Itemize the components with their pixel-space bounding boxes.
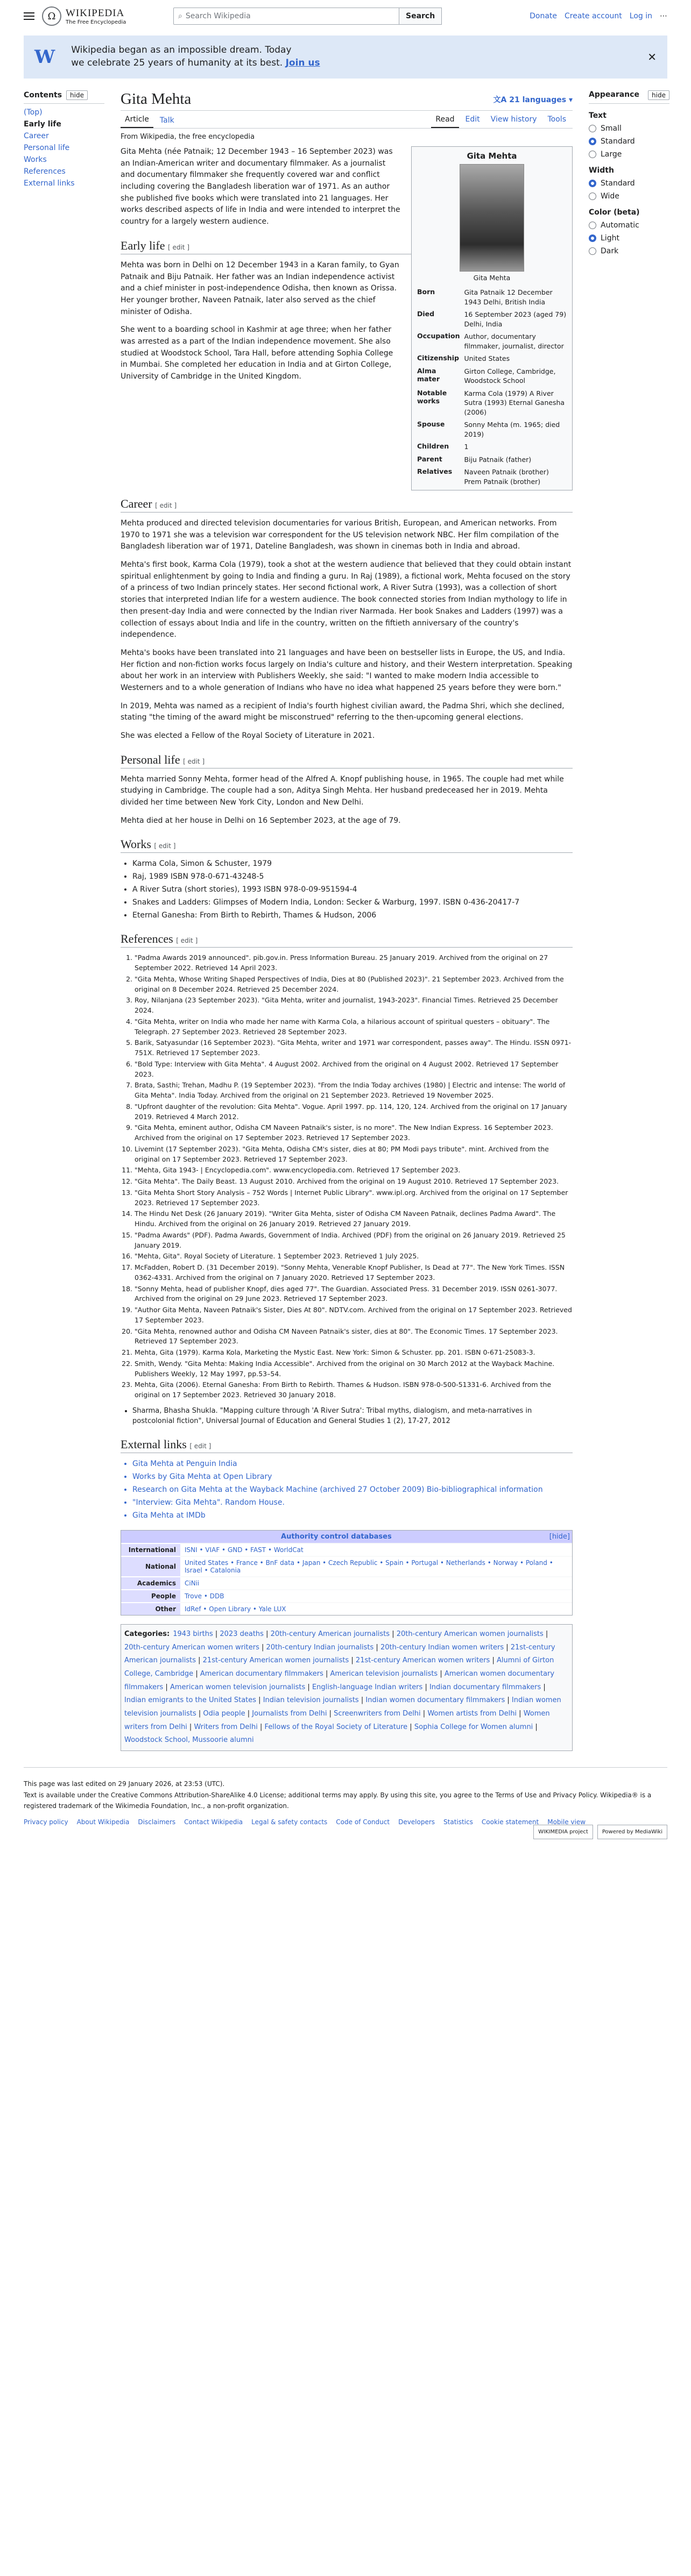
toc-item[interactable]: Career — [24, 132, 49, 140]
external-link[interactable]: • Works by Gita Mehta at Open Library — [132, 1471, 573, 1483]
page-title: Gita Mehta 文A 21 languages ▾ — [121, 90, 573, 108]
category-link[interactable]: 20th-century American journalists — [270, 1629, 390, 1638]
category-separator: | — [358, 1696, 366, 1705]
wikimedia-badge[interactable]: WIKIMEDIA project — [533, 1825, 593, 1839]
infobox-label: Parent — [417, 454, 442, 463]
footer-link[interactable]: Mobile view — [547, 1818, 586, 1826]
category-link[interactable]: Woodstock School, Mussoorie alumni — [124, 1736, 254, 1745]
infobox-value: Girton College, Cambridge, Woodstock School — [464, 367, 556, 385]
career-paragraph: Mehta produced and directed television documentaries for various British, European, and American networks. From 1970 to 1971 she was a television war correspondent for the US television network NBC. Her film compilation of the Bangladesh liberation war of 1971, Dateline Bangladesh, was shown in cinemas both in India and abroad. — [121, 519, 559, 551]
tab-article[interactable]: Article — [121, 115, 153, 128]
toc-item[interactable]: External links — [24, 179, 75, 188]
infobox-row — [415, 418, 569, 440]
authority-links[interactable]: Trove • DDB — [180, 1590, 572, 1603]
category-link[interactable]: Indian women television journalists — [124, 1696, 561, 1718]
category-link[interactable]: American women television journalists — [170, 1683, 306, 1691]
category-separator: | — [349, 1656, 356, 1665]
footer-link[interactable]: Cookie statement — [481, 1818, 539, 1826]
external-link[interactable]: • Gita Mehta at IMDb — [132, 1510, 573, 1521]
edit-link[interactable]: [ edit ] — [155, 502, 177, 509]
infobox-value: Biju Patnaik (father) — [464, 455, 532, 464]
infobox-row — [415, 387, 569, 419]
personal-paragraph: Mehta married Sonny Mehta, former head of the Alfred A. Knopf publishing house, in 1965. The couple had met while studying in Cambridge. The couple had a son, Aditya Singh Mehta. Her husband predeceased her in 2019. Mehta divided her time between New York City, London and New Delhi. — [121, 774, 564, 807]
external-link[interactable]: • Research on Gita Mehta at the Wayback Machine (archived 27 October 2009) Bio-bibliographical information — [132, 1484, 573, 1496]
appearance-option[interactable] — [589, 234, 669, 243]
category-separator: | — [213, 1629, 220, 1638]
last-edited: This page was last edited on 29 January 2026, at 23:53 (UTC). — [24, 1780, 225, 1788]
authority-hide-button[interactable]: [hide] — [549, 1532, 570, 1541]
infobox-title: Gita Mehta — [467, 151, 517, 161]
edit-link[interactable]: [ edit ] — [167, 243, 189, 251]
appearance-panel: Appearance hide Text Small Standard Large Width Standard Wide Color (beta) Automatic Light Dark — [589, 90, 669, 1767]
tab-edit[interactable]: Edit — [465, 115, 480, 124]
works-item: • Karma Cola, Simon & Schuster, 1979 — [132, 858, 573, 870]
footer-link[interactable]: Statistics — [443, 1818, 473, 1826]
category-separator: | — [390, 1629, 397, 1638]
authority-label: People — [121, 1590, 180, 1603]
lead-paragraph: Gita Mehta (née Patnaik; 12 December 1943 – 16 September 2023) was an Indian-American writer and documentary filmmaker. As a journalist and documentary filmmaker she frequently covered war and conflict including covering the Bangladesh liberation war of 1971. As an author she published five books which were translated into 21 languages. Her works described aspects of life in India and were intended to interpret the country for a largely western audience. — [121, 147, 400, 226]
footer-link[interactable]: Developers — [398, 1818, 435, 1826]
from-wikipedia-note: From Wikipedia, the free encyclopedia — [121, 133, 255, 141]
category-link[interactable]: 21st-century American journalists — [124, 1643, 555, 1665]
authority-control-box: Authority control databases [hide] International ISNI • VIAF • GND • FAST • WorldCat National United States • France • BnF data • Japan • Czech Republic • Spain • Portugal • Netherlands • Norway • Poland • Israel • Catalonia Academics CiNii People Trove • DDB Other IdRef • Open Library • Yale LUX — [121, 1530, 573, 1616]
categories-label[interactable]: Categories: — [124, 1629, 170, 1638]
reference-item: 4. "Gita Mehta, writer on India who made her name with Karma Cola, a hilarious account of spiritual questers – obituary". The Telegraph. 27 September 2023. Retrieved 28 September 2023. — [135, 1017, 573, 1037]
tab-talk[interactable]: Talk — [159, 116, 174, 125]
anniversary-banner — [24, 35, 667, 79]
appearance-option[interactable] — [589, 137, 669, 146]
early-paragraph: She went to a boarding school in Kashmir at age three; when her father was arrested as a part of the Indian independence movement. She also studied at Woodstock School, Tara Hall, before attending Sophia College in Mumbai. She completed her education in India and at Girton College, University of Cambridge in the United Kingdom. — [121, 325, 393, 381]
infobox-value: 1 — [464, 443, 469, 451]
search-input[interactable]: ⌕ Search Wikipedia — [173, 8, 399, 25]
category-separator: | — [187, 1723, 194, 1731]
authority-links[interactable]: CiNii — [180, 1577, 572, 1590]
toc-item[interactable]: Personal life — [24, 144, 70, 152]
option-label: Large — [601, 150, 622, 159]
site-header — [0, 0, 691, 32]
further-reading-item: • Sharma, Bhasha Shukla. "Mapping culture through 'A River Sutra': Tribal myths, dialogism, and meta-narratives in postcolonial fiction", Universal Journal of Education and General Studies 1 (2), 17-27, 2012 — [132, 1406, 573, 1427]
personal-paragraph: Mehta died at her house in Delhi on 16 September 2023, at the age of 79. — [121, 816, 401, 825]
appearance-hide-button[interactable]: hide — [648, 90, 669, 100]
banner-message: Wikipedia began as an impossible dream. Today we celebrate 25 years of humanity at its best. Join us — [71, 45, 320, 68]
category-separator: | — [327, 1710, 334, 1718]
reference-item: 22. Smith, Wendy. "Gita Mehta: Making India Accessible". Archived from the original on 30 March 2012 at the Wayback Machine. Publishers Weekly, 12 May 1997, pp.53–54. — [135, 1359, 573, 1379]
category-separator: | — [543, 1629, 548, 1638]
option-label: Standard — [601, 137, 635, 146]
category-separator: | — [196, 1710, 203, 1718]
article-content — [121, 90, 573, 1767]
category-separator: | — [541, 1683, 546, 1691]
infobox-value: Karma Cola (1979) A River Sutra (1993) Eternal Ganesha (2006) — [464, 389, 565, 416]
reference-item: 15. "Padma Awards" (PDF). Padma Awards, Government of India. Archived (PDF) from the original on 26 January 2019. Retrieved 25 January 2019. — [135, 1230, 573, 1251]
appearance-option[interactable] — [589, 124, 669, 133]
category-separator: | — [422, 1683, 429, 1691]
reference-item: 21. Mehta, Gita (1979). Karma Kola, Marketing the Mystic East. New York: Simon & Schuster. pp. 201. ISBN 0-671-25083-3. — [135, 1348, 573, 1358]
user-links — [530, 12, 667, 20]
category-link[interactable]: Indian television journalists — [263, 1696, 359, 1705]
footer-link[interactable]: Legal & safety contacts — [251, 1818, 328, 1826]
authority-links[interactable]: United States • France • BnF data • Japan • Czech Republic • Spain • Portugal • Netherlands • Norway • Poland • Israel • Catalonia — [180, 1556, 572, 1577]
radio-button[interactable] — [589, 125, 596, 132]
footer-link[interactable]: Code of Conduct — [336, 1818, 390, 1826]
infobox-label: Occupation — [417, 332, 460, 340]
category-link[interactable]: Sophia College for Women alumni — [414, 1723, 533, 1731]
menu-icon[interactable] — [24, 12, 34, 20]
category-separator: | — [259, 1643, 266, 1652]
category-separator: | — [323, 1670, 330, 1678]
wikipedia-logo[interactable] — [42, 6, 166, 26]
category-separator: | — [490, 1656, 497, 1665]
radio-button[interactable] — [589, 193, 596, 200]
authority-label: International — [121, 1543, 180, 1556]
appearance-option[interactable] — [589, 150, 669, 159]
table-of-contents: Contents hide (Top) Early life Career Personal life Works References External links — [24, 90, 104, 1767]
authority-links[interactable]: IdRef • Open Library • Yale LUX — [180, 1603, 572, 1615]
infobox-label: Born — [417, 288, 435, 296]
search-form — [173, 8, 442, 25]
heading-career: Career [ edit ] — [121, 497, 573, 513]
category-separator: | — [505, 1696, 512, 1705]
category-separator: | — [420, 1710, 428, 1718]
authority-row — [121, 1556, 572, 1577]
category-link[interactable]: 2023 deaths — [220, 1629, 264, 1638]
option-label: Standard — [601, 179, 635, 188]
works-item: • A River Sutra (short stories), 1993 ISBN 978-0-09-951594-4 — [132, 884, 573, 895]
infobox-label: Children — [417, 442, 449, 450]
reference-item: 12. "Gita Mehta". The Daily Beast. 13 August 2010. Archived from the original on 19 August 2010. Retrieved 17 September 2023. — [135, 1177, 573, 1187]
reference-item: 17. McFadden, Robert D. (31 December 2019). "Sonny Mehta, Venerable Knopf Publisher, Is Dead at 77". The New York Times. ISSN 0362-4331. Archived from the original on 7 January 2020. Retrieved 17 September 2023. — [135, 1263, 573, 1283]
wikipedia-25-logo: W — [34, 46, 55, 68]
category-link[interactable]: American women documentary filmmakers — [124, 1670, 555, 1691]
reference-item: 7. Brata, Sasthi; Trehan, Madhu P. (19 September 2023). "From the India Today archives (1980) | Electric and intense: The world of Gita Mehta". India Today. Archived from the original on 21 September 2023. Retrieved 19 November 2025. — [135, 1080, 573, 1101]
reference-item: 23. Mehta, Gita (2006). Eternal Ganesha: From Birth to Rebirth. Thames & Hudson. ISBN 978-0-500-51331-6. Archived from the original on 17 September 2023. Retrieved 30 January 2018. — [135, 1380, 573, 1400]
infobox-row — [415, 330, 569, 352]
option-label: Light — [601, 234, 619, 243]
reference-item: 18. "Sonny Mehta, head of publisher Knopf, dies aged 77". The Guardian. Associated Press. 31 December 2019. ISSN 0261-3077. Archived from the original on 29 June 2023. Retrieved 17 September 2023. — [135, 1284, 573, 1305]
login-link[interactable]: Log in — [629, 12, 652, 20]
portrait-image[interactable] — [460, 164, 524, 272]
category-link[interactable]: 21st-century American women writers — [355, 1656, 490, 1665]
early-paragraph: Mehta was born in Delhi on 12 December 1943 in a Karan family, to Gyan Patnaik and Biju Patnaik. Her father was an Indian independence activist and a chief minister in post-independence Odisha, then known as Orissa. Her younger brother, Naveen Patnaik, later also served as the chief minister of Odisha. — [121, 260, 399, 316]
page-tabs — [121, 110, 573, 129]
infobox-label: Alma mater — [417, 366, 440, 383]
career-paragraph: She was elected a Fellow of the Royal Society of Literature in 2021. — [121, 731, 375, 740]
infobox-label: Spouse — [417, 420, 445, 428]
category-link[interactable]: 20th-century Indian journalists — [266, 1643, 374, 1652]
infobox-value: Naveen Patnaik (brother) Prem Patnaik (brother) — [464, 468, 549, 486]
category-separator: | — [196, 1656, 203, 1665]
category-link[interactable]: Indian emigrants to the United States — [124, 1696, 257, 1705]
works-item: • Snakes and Ladders: Glimpses of Modern India, London: Secker & Warburg, 1997. ISBN 0-436-20417-7 — [132, 897, 573, 908]
category-separator: | — [263, 1629, 271, 1638]
career-paragraph: Mehta's books have been translated into 21 languages and have been on bestseller lists in Europe, the US, and India. Her fiction and non-fiction works focus largely on India's culture and history, and their Western interpretation. Speaking about her work in an interview with Publishers Weekly, she said: "I wanted to make modern India accessible to Westerners and to a whole generation of Indians who have no idea what happened 25 years before they were born." — [121, 648, 573, 692]
toc-item[interactable]: Works — [24, 155, 47, 164]
reference-item: 5. Barik, Satyasundar (16 September 2023). "Gita Mehta, writer and 1971 war correspondent, passes away". The Hindu. ISSN 0971-751X. Retrieved 17 September 2023. — [135, 1038, 573, 1058]
heading-personal-life: Personal life [ edit ] — [121, 753, 573, 768]
reference-item: 1. "Padma Awards 2019 announced". pib.gov.in. Press Information Bureau. 25 January 2019. Archived from the original on 27 September 2022. Retrieved 14 April 2023. — [135, 953, 573, 973]
join-us-link[interactable]: Join us — [285, 58, 320, 68]
category-link[interactable]: 20th-century American women journalists — [396, 1629, 544, 1638]
reference-item: 16. "Mehta, Gita". Royal Society of Literature. 1 September 2023. Retrieved 1 July 2025. — [135, 1251, 573, 1262]
footer-link[interactable]: About Wikipedia — [76, 1818, 130, 1826]
infobox-caption: Gita Mehta — [473, 274, 511, 282]
infobox-label: Relatives — [417, 467, 453, 475]
tab-history[interactable]: View history — [490, 115, 537, 124]
category-link[interactable]: Journalists from Delhi — [252, 1710, 327, 1718]
category-link[interactable]: Odia people — [203, 1710, 245, 1718]
logo-subtitle: The Free Encyclopedia — [66, 19, 126, 25]
authority-label: Other — [121, 1603, 180, 1615]
appearance-option[interactable] — [589, 247, 669, 255]
category-link[interactable]: Indian documentary filmmakers — [429, 1683, 541, 1691]
toc-item[interactable]: References — [24, 167, 66, 176]
infobox-value: 16 September 2023 (aged 79) Delhi, India — [464, 310, 567, 328]
category-separator: | — [438, 1670, 445, 1678]
category-separator: | — [373, 1643, 380, 1652]
categories-box — [121, 1624, 573, 1751]
infobox-label: Citizenship — [417, 354, 459, 362]
reference-item: 13. "Gita Mehta Short Story Analysis – 752 Words | Internet Public Library". www.ipl.org. Archived from the original on 17 September 2023. Retrieved 17 September 2023. — [135, 1188, 573, 1208]
authority-label: National — [121, 1556, 180, 1577]
category-link[interactable]: 20th-century Indian women writers — [380, 1643, 504, 1652]
heading-early-life: Early life [ edit ] — [121, 239, 573, 254]
footer-link[interactable]: Disclaimers — [138, 1818, 176, 1826]
radio-button[interactable] — [589, 138, 596, 145]
category-link[interactable]: Screenwriters from Delhi — [334, 1710, 421, 1718]
option-label: Dark — [601, 247, 619, 255]
infobox-label: Died — [417, 310, 435, 318]
footer-link[interactable]: Contact Wikipedia — [184, 1818, 243, 1826]
license-text: Text is available under the Creative Commons Attribution-ShareAlike 4.0 License; additional terms may apply. By using this site, you agree to the Terms of Use and Privacy Policy. Wikipedia® is a registered trademark of the Wikimedia Foundation, Inc., a non-profit organization. — [24, 1791, 652, 1810]
appearance-option[interactable] — [589, 221, 669, 230]
infobox-value: Gita Patnaik 12 December 1943 Delhi, British India — [464, 288, 553, 306]
reference-item: 19. "Author Gita Mehta, Naveen Patnaik's Sister, Dies At 80". NDTV.com. Archived from the original on 17 September 2023. Retrieved 17 September 2023. — [135, 1305, 573, 1326]
edit-link[interactable]: [ edit ] — [154, 842, 176, 850]
donate-link[interactable]: Donate — [530, 12, 558, 20]
category-separator: | — [305, 1683, 312, 1691]
category-separator: | — [245, 1710, 252, 1718]
category-separator: | — [504, 1643, 511, 1652]
authority-row — [121, 1577, 572, 1590]
infobox-row — [415, 352, 569, 365]
reference-item: 6. "Bold Type: Interview with Gita Mehta". 4 August 2002. Archived from the original on 4 August 2002. Retrieved 17 September 2023. — [135, 1059, 573, 1080]
reference-item: 20. "Gita Mehta, renowned author and Odisha CM Naveen Patnaik's sister, dies at 80". The Economic Times. 17 September 2023. Retrieved 17 September 2023. — [135, 1327, 573, 1347]
create-account-link[interactable]: Create account — [565, 12, 622, 20]
reference-item: 10. Livemint (17 September 2023). "Gita Mehta, Odisha CM's sister, dies at 80; PM Modi pays tribute". mint. Archived from the original on 17 September 2023. Retrieved 17 September 2023. — [135, 1144, 573, 1165]
search-button[interactable]: Search — [399, 8, 442, 25]
toc-item[interactable]: (Top) — [24, 108, 43, 117]
option-label: Automatic — [601, 221, 639, 230]
edit-link[interactable]: [ edit ] — [183, 757, 205, 765]
career-paragraph: In 2019, Mehta was named as a recipient of India's fourth highest civilian award, the Padma Shri, which she declined, stating "the timing of the award might be misconstrued" referring to the then-upcoming general elections. — [121, 701, 565, 722]
heading-external-links: External links [ edit ] — [121, 1438, 573, 1453]
category-separator: | — [163, 1683, 170, 1691]
tab-tools[interactable]: Tools — [547, 115, 566, 124]
reference-item: 9. "Gita Mehta, eminent author, Odisha CM Naveen Patnaik's sister, is no more". The New Indian Express. 16 September 2023. Archived from the original on 17 September 2023. Retrieved 17 September 2023. — [135, 1123, 573, 1143]
radio-button[interactable] — [589, 180, 596, 187]
category-separator: | — [256, 1696, 263, 1705]
career-paragraph: Mehta's first book, Karma Cola (1979), took a shot at the western audience that believed that they could obtain instant spiritual enlightenment by going to India and finding a guru. In Raj (1989), a fictional work, Mehta focused on the story of a princess of two Indian princely states. Her second fictional work, A River Sutra (1993), was a collection of short stories that interpreted Indian life for a western audience. The book connected stories from Indian mythology to life in then present-day India and were connected by the Indian river Narmada. Her book Snakes and Ladders (1997) was a collection of essays about India and life in the country, written on the fiftieth anniversary of the country's independence. — [121, 560, 572, 639]
category-separator: | — [257, 1723, 265, 1731]
category-link[interactable]: Writers from Delhi — [194, 1723, 258, 1731]
appearance-option[interactable] — [589, 179, 669, 188]
category-link[interactable]: American documentary filmmakers — [200, 1670, 323, 1678]
more-icon[interactable]: ⋯ — [660, 12, 667, 20]
globe-icon: Ω — [42, 6, 61, 26]
category-link[interactable]: Alumni of Girton College, Cambridge — [124, 1656, 554, 1678]
category-link[interactable]: Fellows of the Royal Society of Literature — [264, 1723, 408, 1731]
appearance-option[interactable] — [589, 192, 669, 201]
authority-row — [121, 1590, 572, 1603]
category-separator: | — [517, 1710, 524, 1718]
edit-link[interactable]: [ edit ] — [176, 937, 198, 945]
category-link[interactable]: English-language Indian writers — [312, 1683, 423, 1691]
heading-works: Works [ edit ] — [121, 837, 573, 853]
category-link[interactable]: 21st-century American women journalists — [202, 1656, 349, 1665]
radio-button[interactable] — [589, 247, 596, 255]
authority-row — [121, 1543, 572, 1556]
heading-references: References [ edit ] — [121, 932, 573, 948]
radio-button[interactable] — [589, 222, 596, 229]
infobox-label: Notable works — [417, 388, 447, 405]
infobox-row — [415, 308, 569, 330]
page-footer — [24, 1767, 667, 1850]
infobox-row — [415, 365, 569, 387]
language-button[interactable]: 文A 21 languages ▾ — [493, 95, 573, 104]
infobox-row — [415, 466, 569, 488]
close-icon[interactable]: ✕ — [647, 51, 657, 63]
logo-title: WIKIPEDIA — [66, 7, 125, 19]
external-link[interactable]: • Gita Mehta at Penguin India — [132, 1458, 573, 1470]
infobox-row — [415, 453, 569, 466]
infobox-row — [415, 286, 569, 308]
category-link[interactable]: Indian women documentary filmmakers — [365, 1696, 505, 1705]
footer-link[interactable]: Privacy policy — [24, 1818, 68, 1826]
toc-hide-button[interactable]: hide — [66, 90, 88, 100]
option-label: Small — [601, 124, 622, 133]
external-link[interactable]: • "Interview: Gita Mehta". Random House. — [132, 1497, 573, 1508]
reference-item: 11. "Mehta, Gita 1943- | Encyclopedia.com". www.encyclopedia.com. Retrieved 17 September 2023. — [135, 1165, 573, 1176]
option-label: Wide — [601, 192, 619, 201]
reference-item: 2. "Gita Mehta, Whose Writing Shaped Perspectives of India, Dies at 80 (Published 2023)". 21 September 2023. Archived from the original on 8 December 2024. Retrieved 25 December 2024. — [135, 974, 573, 995]
category-link[interactable]: Women writers from Delhi — [124, 1710, 550, 1731]
infobox-value: Author, documentary filmmaker, journalist, director — [464, 332, 564, 350]
infobox-value: Sonny Mehta (m. 1965; died 2019) — [464, 421, 560, 438]
category-separator: | — [193, 1670, 200, 1678]
radio-button[interactable] — [589, 234, 596, 242]
category-separator: | — [533, 1723, 538, 1731]
reference-item: 8. "Upfront daughter of the revolution: Gita Mehta". Vogue. April 1997. pp. 114, 120, 124. Archived from the original on 17 January 2019. Retrieved 4 March 2012. — [135, 1102, 573, 1122]
toc-item[interactable]: Early life — [24, 120, 61, 129]
infobox — [411, 146, 573, 490]
category-link[interactable]: American television journalists — [330, 1670, 438, 1678]
authority-row — [121, 1603, 572, 1615]
infobox-row — [415, 440, 569, 453]
infobox-value: United States — [464, 354, 510, 362]
radio-button[interactable] — [589, 151, 596, 158]
reference-item: 14. The Hindu Net Desk (26 January 2019). "Writer Gita Mehta, sister of Odisha CM Naveen Patnaik, declines Padma Award". The Hindu. Archived from the original on 26 January 2019. Retrieved 27 January 2019. — [135, 1209, 573, 1229]
mediawiki-badge[interactable]: Powered by MediaWiki — [597, 1825, 667, 1839]
works-item: • Eternal Ganesha: From Birth to Rebirth, Thames & Hudson, 2006 — [132, 910, 573, 921]
edit-link[interactable]: [ edit ] — [189, 1442, 211, 1450]
category-link[interactable]: Women artists from Delhi — [427, 1710, 517, 1718]
reference-item: 3. Roy, Nilanjana (23 September 2023). "Gita Mehta, writer and journalist, 1943-2023". Financial Times. Retrieved 25 December 2024. — [135, 995, 573, 1016]
category-separator: | — [407, 1723, 414, 1731]
search-icon: ⌕ — [178, 12, 182, 20]
category-link[interactable]: 1943 births — [173, 1629, 213, 1638]
authority-links[interactable]: ISNI • VIAF • GND • FAST • WorldCat — [180, 1543, 572, 1556]
authority-label: Academics — [121, 1577, 180, 1590]
tab-read[interactable]: Read — [431, 115, 459, 128]
category-link[interactable]: 20th-century American women writers — [124, 1643, 259, 1652]
works-item: • Raj, 1989 ISBN 978-0-671-43248-5 — [132, 871, 573, 883]
